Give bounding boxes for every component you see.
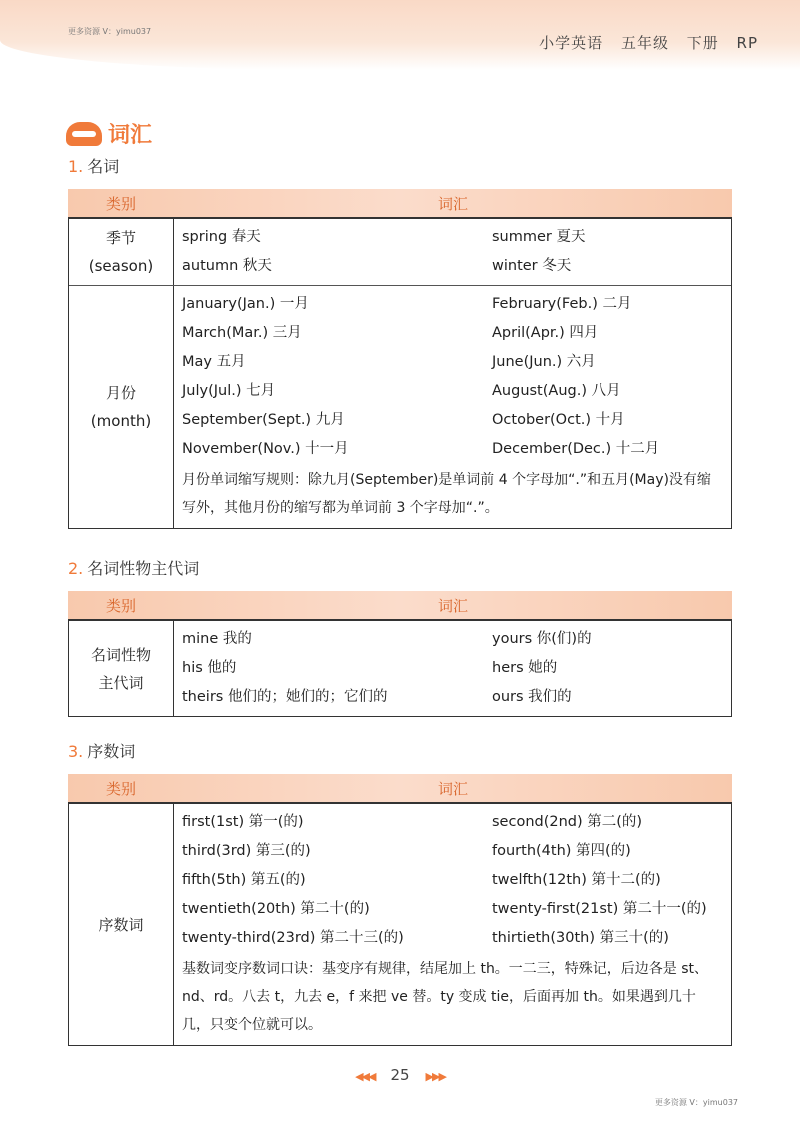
vocab-item: January(Jan.) 一月 [182, 296, 309, 312]
subject-label: 小学英语 [539, 34, 604, 52]
vocab-item: fifth(5th) 第五(的) [182, 872, 306, 888]
vocab-item: second(2nd) 第二(的) [492, 814, 643, 830]
vocab-item: August(Aug.) 八月 [492, 383, 621, 399]
book-info [527, 32, 758, 53]
section-title: 词汇 [108, 123, 153, 148]
table-row [69, 285, 731, 528]
vocab-item: third(3rd) 第三(的) [182, 843, 311, 859]
vocab-item: twelfth(12th) 第十二(的) [492, 872, 661, 888]
col-category: 类别 [105, 596, 136, 615]
table-row [69, 804, 731, 1045]
edition-label: RP [736, 34, 758, 52]
vocab-item: July(Jul.) 七月 [182, 383, 276, 399]
vocab-item: twenty-first(21st) 第二十一(的) [492, 901, 707, 917]
vocab-item: December(Dec.) 十二月 [492, 441, 660, 457]
vocab-item: summer 夏天 [492, 229, 586, 245]
possessive-table [68, 591, 732, 717]
col-vocab: 词汇 [437, 596, 468, 615]
category-cell: 月份 (month) [69, 286, 174, 528]
table-row [69, 621, 731, 716]
subsection-title-nouns: 1. 名词 [68, 157, 120, 176]
vocab-item: winter 冬天 [492, 258, 572, 274]
category-cell: 序数词 [69, 804, 174, 1045]
vocab-item: twentieth(20th) 第二十(的) [182, 901, 370, 917]
vocab-item: October(Oct.) 十月 [492, 412, 625, 428]
vocab-item: ours 我们的 [492, 689, 572, 705]
right-arrows-icon: ▶▶▶ [425, 1070, 445, 1083]
section-header [66, 118, 152, 149]
table-header [68, 189, 732, 217]
vocab-item: thirtieth(30th) 第三十(的) [492, 930, 669, 946]
vocab-item: May 五月 [182, 354, 246, 370]
vocab-item: April(Apr.) 四月 [492, 325, 599, 341]
subsection-title-ordinals: 3. 序数词 [68, 742, 136, 761]
nouns-table [68, 189, 732, 529]
col-category: 类别 [105, 194, 136, 213]
grade-label: 五年级 [620, 34, 669, 52]
table-header [68, 591, 732, 619]
watermark-bottom: 更多资源 V：yimu037 [654, 1098, 738, 1107]
rule-note: 基数词变序数词口诀：基变序有规律，结尾加上 th。一二三，特殊记，后边各是 st、nd、rd。八去 t，九去 e，f 来把 ve 替。ty 变成 tie，后面再加 th。如果遇到几十几，只变个位就可以。 [182, 961, 709, 1033]
page-number: 25 [390, 1066, 410, 1084]
vocab-item: autumn 秋天 [182, 258, 272, 274]
vocab-item: spring 春天 [182, 229, 261, 245]
ordinals-table [68, 774, 732, 1046]
vocab-item: his 他的 [182, 660, 237, 676]
vocab-item: June(Jun.) 六月 [492, 354, 596, 370]
vocab-item: November(Nov.) 十一月 [182, 441, 349, 457]
book-icon [66, 122, 102, 146]
table-header [68, 774, 732, 802]
vocab-item: February(Feb.) 二月 [492, 296, 632, 312]
vocab-item: theirs 他们的；她们的；它们的 [182, 689, 388, 705]
category-cell: 季节 (season) [69, 219, 174, 285]
vocab-item: March(Mar.) 三月 [182, 325, 302, 341]
category-cell: 名词性物 主代词 [69, 621, 174, 716]
page-footer [0, 1066, 800, 1084]
table-row [69, 219, 731, 285]
col-category: 类别 [105, 779, 136, 798]
vocab-item: first(1st) 第一(的) [182, 814, 304, 830]
watermark-top: 更多资源 V：yimu037 [68, 27, 152, 36]
left-arrows-icon: ◀◀◀ [355, 1070, 375, 1083]
vocab-item: twenty-third(23rd) 第二十三(的) [182, 930, 404, 946]
vocab-item: fourth(4th) 第四(的) [492, 843, 631, 859]
col-vocab: 词汇 [437, 779, 468, 798]
subsection-title-possessive: 2. 名词性物主代词 [68, 559, 200, 578]
vocab-item: mine 我的 [182, 631, 252, 647]
volume-label: 下册 [686, 34, 719, 52]
col-vocab: 词汇 [437, 194, 468, 213]
vocab-item: hers 她的 [492, 660, 558, 676]
vocab-item: September(Sept.) 九月 [182, 412, 345, 428]
rule-note: 月份单词缩写规则：除九月(September)是单词前 4 个字母加“.”和五月(May)没有缩写外，其他月份的缩写都为单词前 3 个字母加“.”。 [182, 472, 711, 516]
vocab-item: yours 你(们)的 [492, 631, 592, 647]
